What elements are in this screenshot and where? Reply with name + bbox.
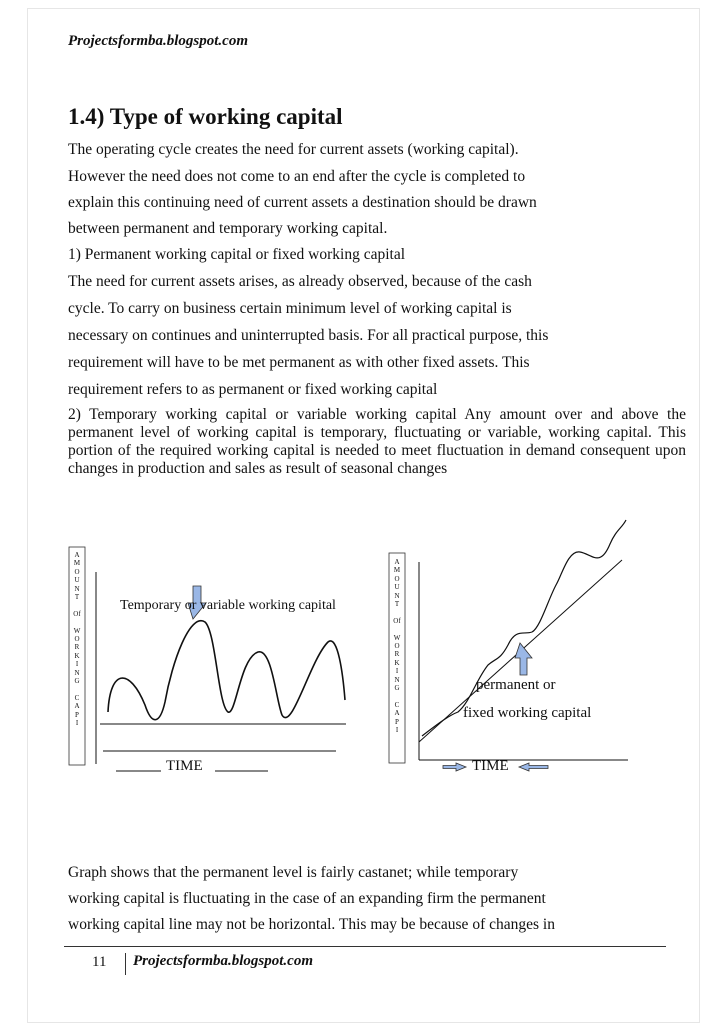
body-line: requirement will have to be met permanent as with other fixed assets. This	[68, 354, 530, 371]
right-up-arrow-icon	[515, 643, 532, 675]
right-label-line2: fixed working capital	[463, 705, 592, 721]
closing-line: working capital is fluctuating in the case of an expanding firm the permanent	[68, 890, 546, 907]
right-x-label: TIME	[472, 758, 509, 774]
footer-site: Projectsformba.blogspot.com	[133, 953, 313, 969]
body-line: between permanent and temporary working capital.	[68, 220, 388, 237]
closing-line: Graph shows that the permanent level is fairly castanet; while temporary	[68, 864, 519, 881]
body-line: The need for current assets arises, as already observed, because of the cash	[68, 273, 532, 290]
temporary-paragraph: 2) Temporary working capital or variable working capital Any amount over and above the permanent level of working capital is temporary, fluctuating or variable, working capital. This portion of the required working capital is needed to meet fluctuation in demand consequent upon changes in production and sales as result of seasonal changes	[68, 406, 686, 477]
right-arrow-icon	[443, 763, 466, 771]
footer-divider	[125, 953, 126, 975]
body-line: 1) Permanent working capital or fixed working capital	[68, 246, 406, 263]
header-site: Projectsformba.blogspot.com	[68, 33, 248, 49]
right-temporary-curve	[422, 520, 626, 736]
left-curve-label: Temporary or variable working capital	[120, 598, 336, 613]
body-line: necessary on continues and uninterrupted basis. For all practical purpose, this	[68, 327, 549, 344]
section-title: 1.4) Type of working capital	[68, 104, 343, 129]
right-label-line1: permanent or	[476, 677, 556, 693]
left-x-label: TIME	[166, 758, 203, 774]
left-y-axis-label: A M O U N T Of W O R K I N G C A P I	[73, 551, 81, 728]
footer-rule	[64, 946, 666, 947]
page-number: 11	[92, 954, 107, 970]
body-line: cycle. To carry on business certain minimum level of working capital is	[68, 300, 512, 317]
closing-line: working capital line may not be horizontal. This may be because of changes in	[68, 916, 555, 933]
right-y-axis-label: A M O U N T Of W O R K I N G C A P I	[393, 558, 401, 735]
left-temporary-curve	[108, 621, 345, 720]
body-line: requirement refers to as permanent or fixed working capital	[68, 381, 438, 398]
body-line: The operating cycle creates the need for current assets (working capital).	[68, 141, 519, 158]
body-line: However the need does not come to an end after the cycle is completed to	[68, 168, 526, 185]
left-arrow-icon	[519, 763, 548, 771]
body-line: explain this continuing need of current assets a destination should be drawn	[68, 194, 537, 211]
